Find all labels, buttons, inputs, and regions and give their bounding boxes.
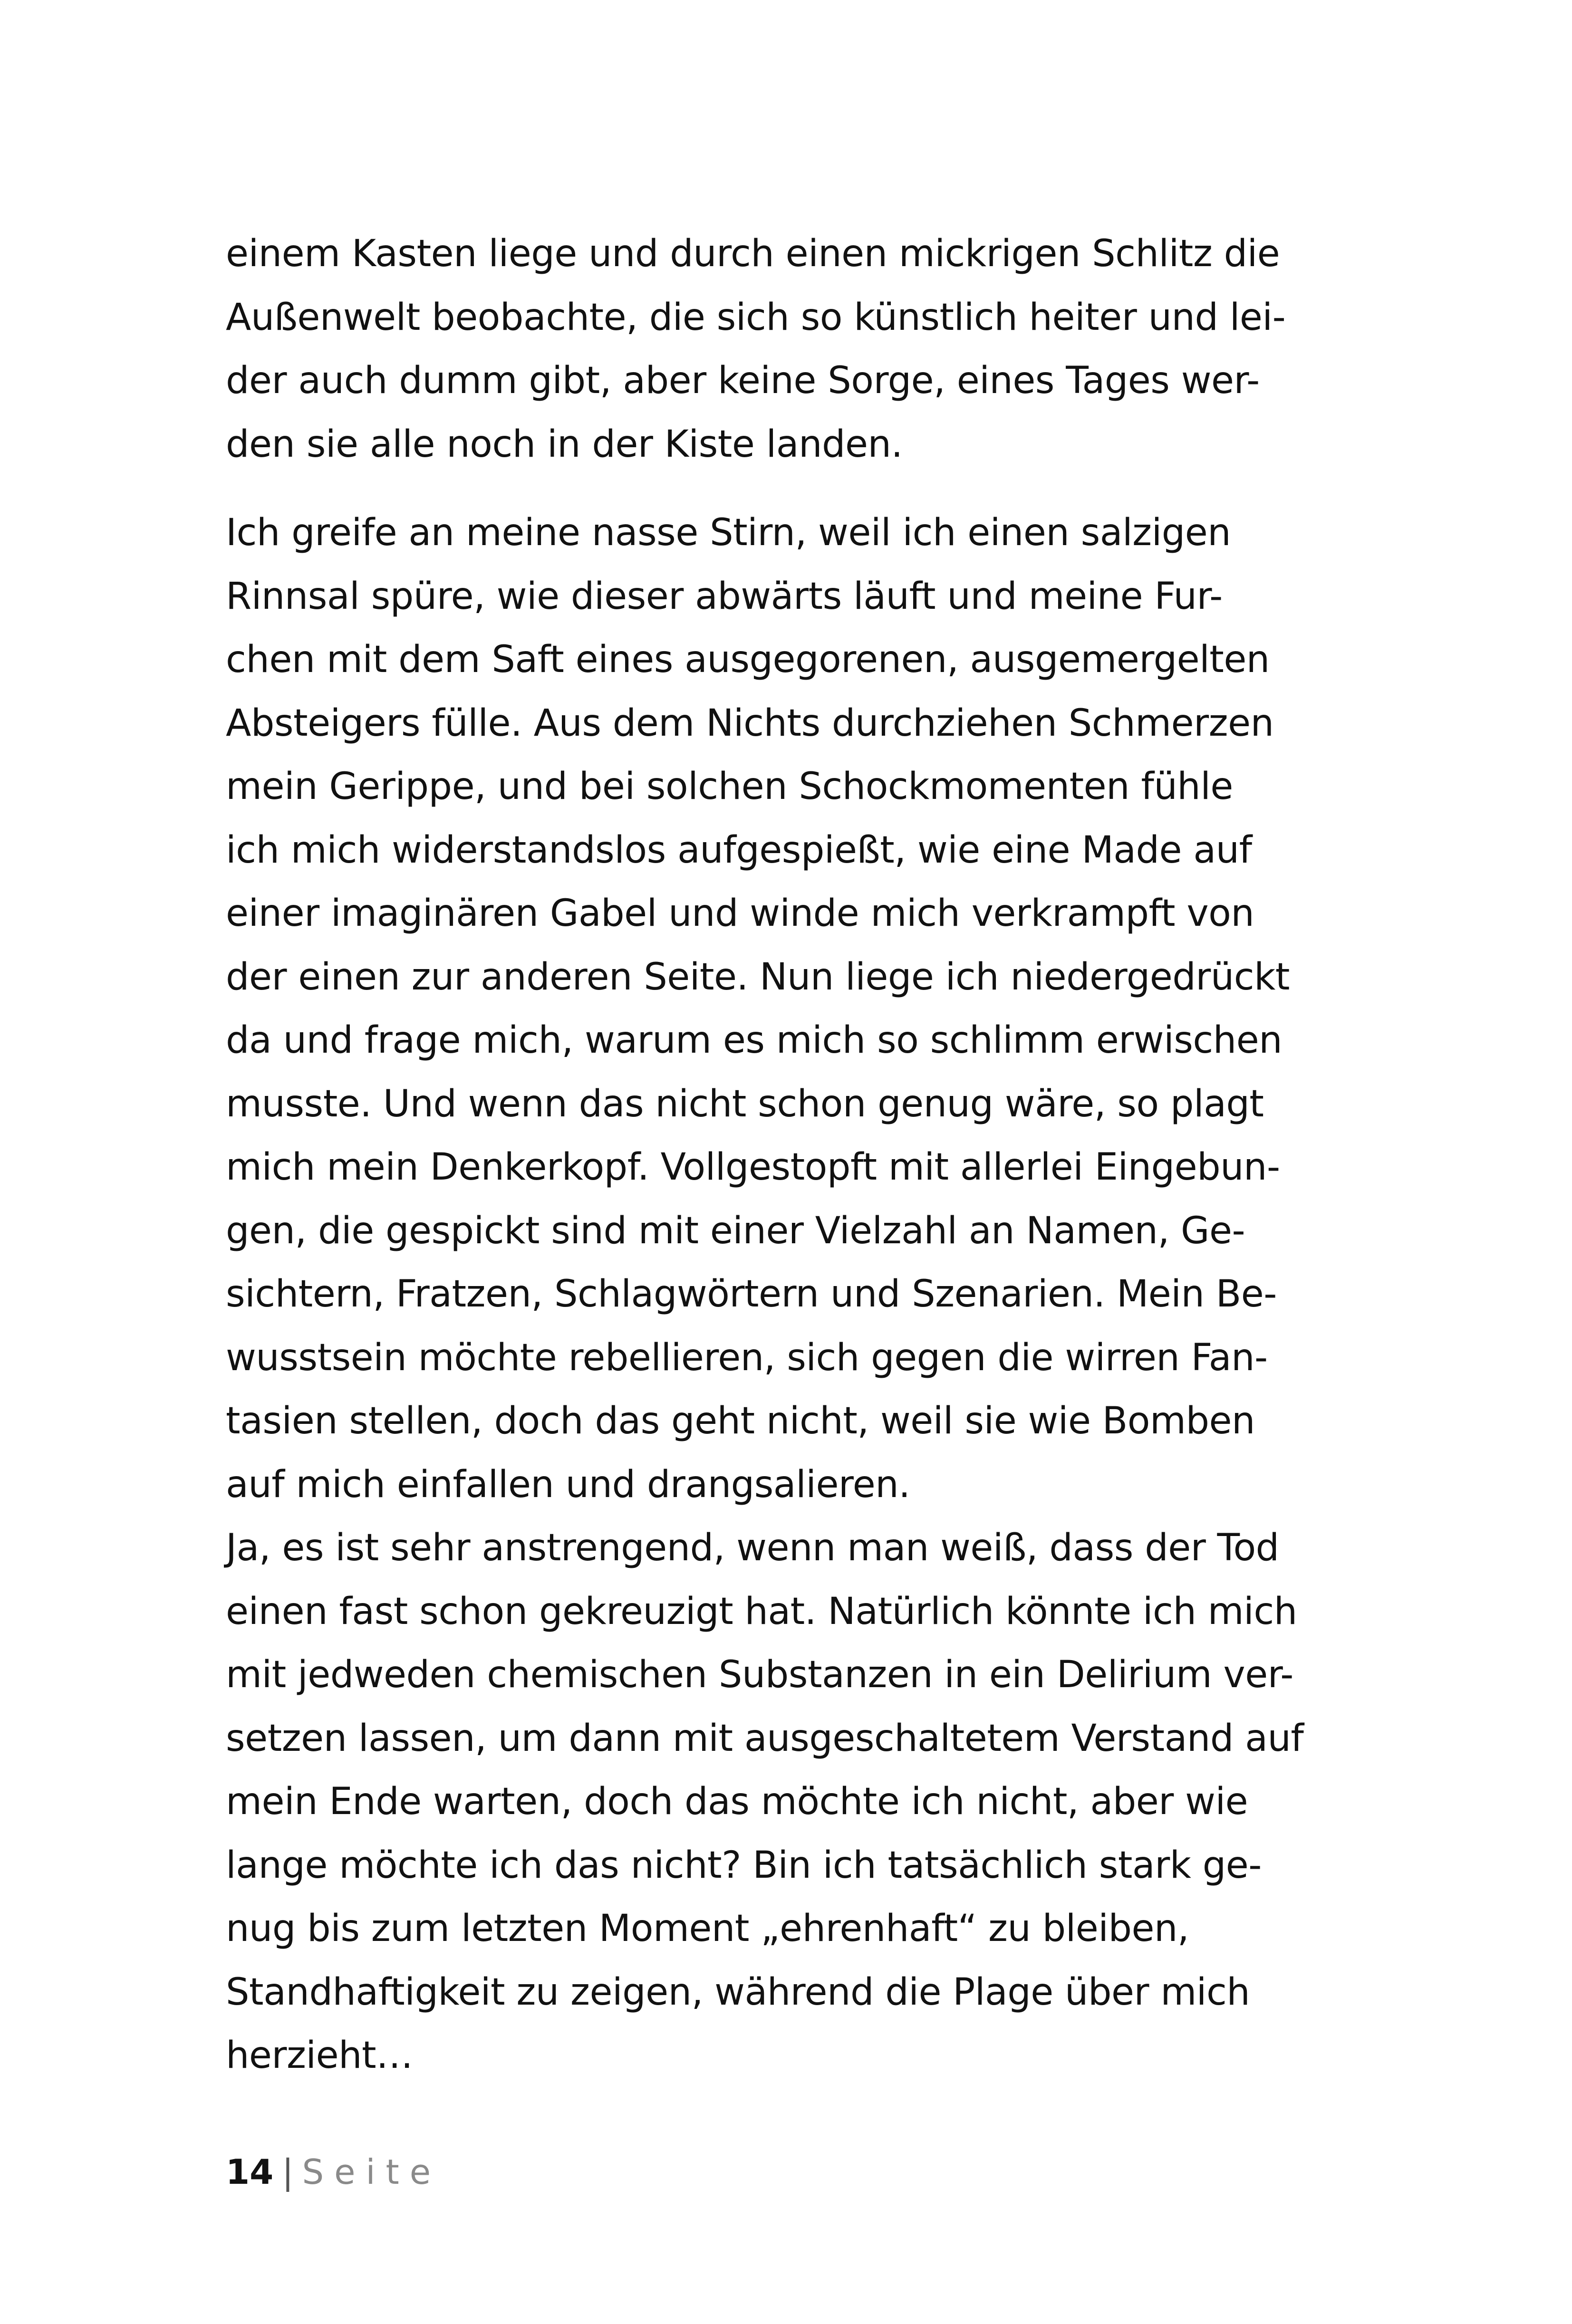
text-line: der einen zur anderen Seite. Nun liege ich niedergedrückt: [226, 955, 1290, 999]
page-footer: [226, 2151, 441, 2193]
page-label: Seite: [302, 2152, 441, 2192]
text-line: einen fast schon gekreuzigt hat. Natürlich könnte ich mich: [226, 1590, 1297, 1633]
text-line: musste. Und wenn das nicht schon genug wäre, so plagt: [226, 1082, 1264, 1125]
text-line: Ja, es ist sehr anstrengend, wenn man weiß, dass der Tod: [226, 1527, 1279, 1569]
text-line: mich mein Denkerkopf. Vollgestopft mit allerlei Eingebun-: [226, 1146, 1280, 1189]
paragraph-3: [226, 1517, 1376, 2088]
text-line: Absteigers fülle. Aus dem Nichts durchziehen Schmerzen: [226, 701, 1274, 745]
text-line: setzen lassen, um dann mit ausgeschaltetem Verstand auf: [226, 1717, 1304, 1760]
text-line: ich mich widerstandslos aufgespießt, wie eine Made auf: [226, 828, 1252, 872]
text-line: der auch dumm gibt, aber keine Sorge, eines Tages wer-: [226, 359, 1260, 402]
text-line: mit jedweden chemischen Substanzen in ein Delirium ver-: [226, 1653, 1293, 1696]
footer-separator: |: [282, 2152, 294, 2192]
text-line: Außenwelt beobachte, die sich so künstlich heiter und lei-: [226, 296, 1286, 339]
text-line: Standhaftigkeit zu zeigen, während die Plage über mich: [226, 1970, 1250, 2014]
text-line: einer imaginären Gabel und winde mich verkrampft von: [226, 892, 1254, 935]
text-line: mein Ende warten, doch das möchte ich nicht, aber wie: [226, 1780, 1248, 1823]
text-line: lange möchte ich das nicht? Bin ich tatsächlich stark ge-: [226, 1844, 1262, 1887]
page-number: 14: [226, 2152, 274, 2192]
text-line: mein Gerippe, und bei solchen Schockmomenten fühle: [226, 765, 1233, 808]
text-line: chen mit dem Saft eines ausgegorenen, ausgemergelten: [226, 638, 1270, 681]
body-text: [226, 222, 1376, 2088]
text-line: Ich greife an meine nasse Stirn, weil ich einen salzigen: [226, 511, 1231, 554]
paragraph-2: [226, 501, 1376, 1517]
text-line: da und frage mich, warum es mich so schlimm erwischen: [226, 1019, 1283, 1062]
text-line: nug bis zum letzten Moment „ehrenhaft“ zu bleiben,: [226, 1907, 1189, 1950]
text-line: den sie alle noch in der Kiste landen.: [226, 423, 903, 466]
text-line: tasien stellen, doch das geht nicht, weil sie wie Bomben: [226, 1400, 1255, 1442]
text-line: einem Kasten liege und durch einen mickrigen Schlitz die: [226, 232, 1280, 275]
text-line: Rinnsal spüre, wie dieser abwärts läuft und meine Fur-: [226, 575, 1223, 618]
text-line: wusstsein möchte rebellieren, sich gegen die wirren Fan-: [226, 1336, 1268, 1379]
text-line: herzieht…: [226, 2034, 413, 2077]
text-line: auf mich einfallen und drangsalieren.: [226, 1463, 910, 1506]
text-line: sichtern, Fratzen, Schlagwörtern und Szenarien. Mein Be-: [226, 1273, 1277, 1316]
text-line: gen, die gespickt sind mit einer Vielzahl an Namen, Ge-: [226, 1209, 1245, 1252]
paragraph-1: [226, 222, 1376, 476]
